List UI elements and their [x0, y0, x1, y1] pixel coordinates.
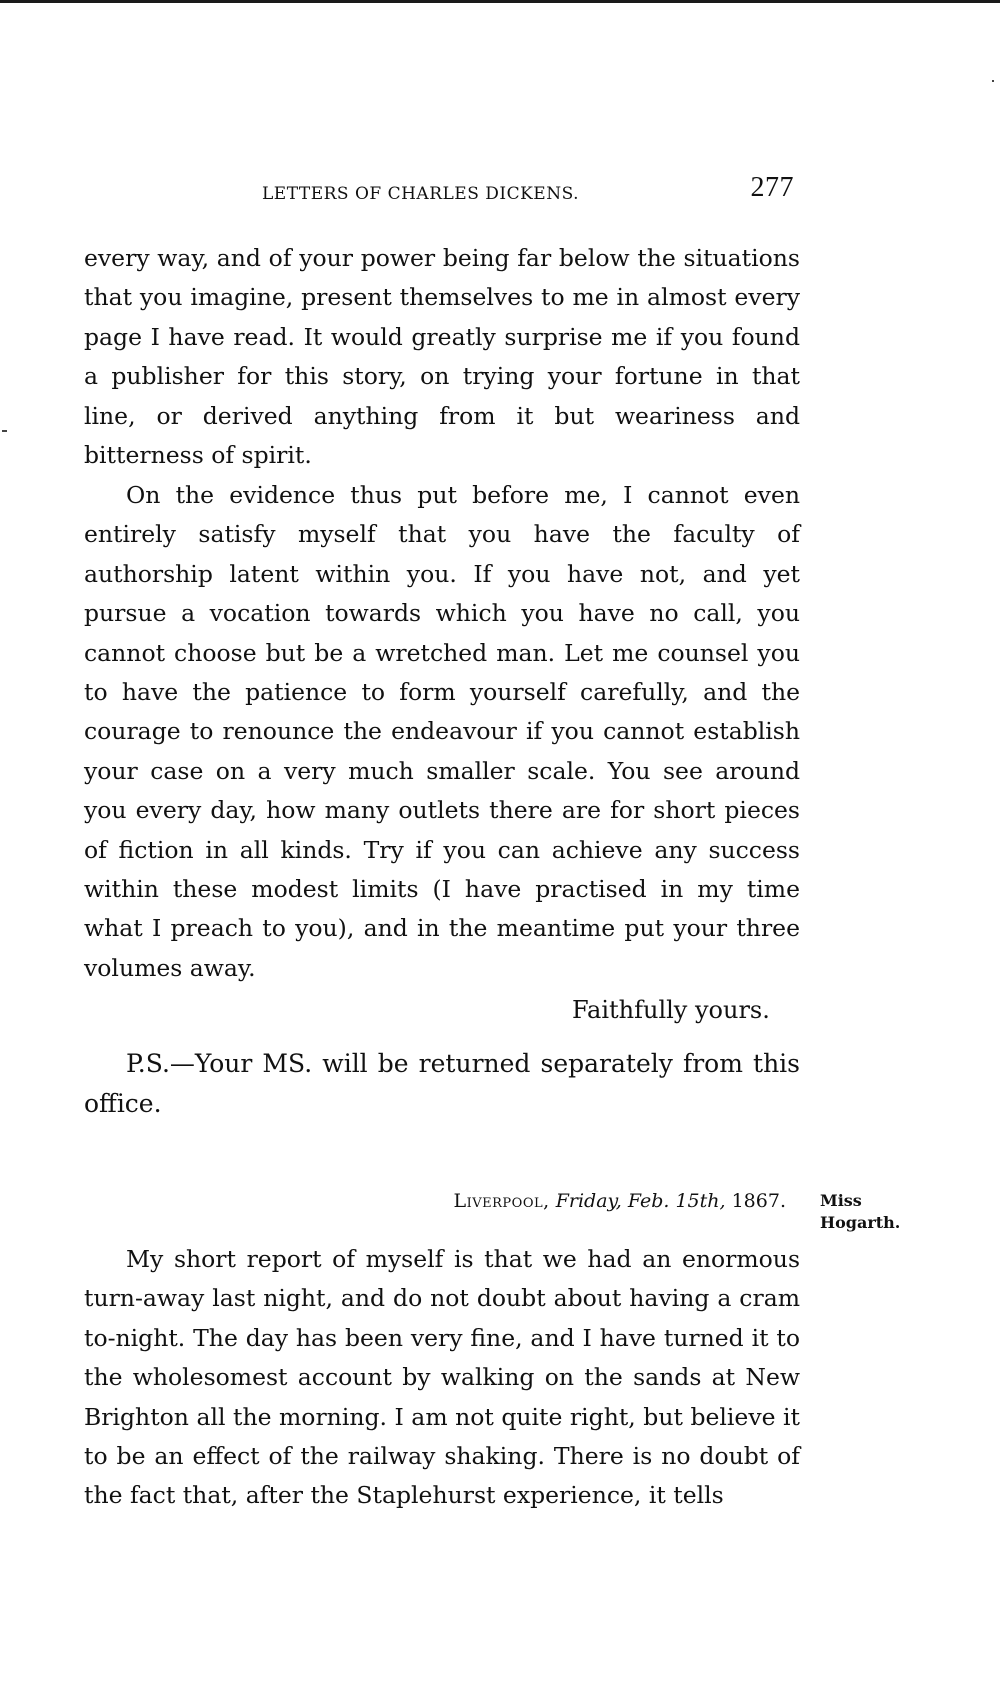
paragraph-text: On the evidence thus put before me, I cannot even entirely satisfy myself that you have the faculty of authorship latent within you. If you have not, and yet pursue a vocation towards which you have no call, you cannot choose but be a wretched man. Let me counsel you to have the patience to form yourself carefully, and the courage to renounce the endeavour if you cannot establish your case on a very much smaller scale. You see around you every day, how many outlets there are for short pieces of fiction in all kinds. Try if you can achieve any success within these modest limits (I have practised in my time what I preach to you), and in the meantime put your three volumes away. [84, 481, 800, 982]
scan-mark [2, 430, 7, 432]
letter1-paragraph [84, 239, 800, 475]
recipient-sidenote [820, 1190, 900, 1234]
signoff: Faithfully yours. [572, 996, 770, 1024]
dateline-year: 1867. [731, 1190, 786, 1212]
scan-mark [992, 80, 994, 82]
recipient-line: Miss [820, 1191, 862, 1210]
scan-top-edge [0, 0, 1000, 8]
letter1-paragraph [84, 476, 800, 988]
recipient-line: Hogarth. [820, 1213, 901, 1232]
running-title: LETTERS OF CHARLES DICKENS. [262, 184, 580, 204]
page-number: 277 [750, 172, 794, 203]
postscript-text: P.S.—Your MS. will be returned separately from this office. [84, 1049, 800, 1118]
letter2-paragraph [84, 1240, 800, 1516]
postscript [84, 1044, 800, 1124]
dateline [454, 1190, 787, 1212]
paragraph-text: My short report of myself is that we had an enormous turn-away last night, and do not doubt about having a cram to-night. The day has been very fine, and I have turned it to the wholesomest account by walking on the sands at New Brighton all the morning. I am not quite right, but believe it to be an effect of the railway shaking. There is no doubt of the fact that, after the Staplehurst experience, it tells [84, 1245, 800, 1510]
dateline-date: Friday, Feb. 15th, [555, 1190, 726, 1212]
dateline-place: Liverpool, [453, 1190, 550, 1212]
paragraph-text: every way, and of your power being far below the situations that you imagine, present themselves to me in almost every page I have read. It would greatly surprise me if you found a publisher for this story, on trying your fortune in that line, or derived anything from it but weariness and bitterness of spirit. [84, 244, 800, 470]
